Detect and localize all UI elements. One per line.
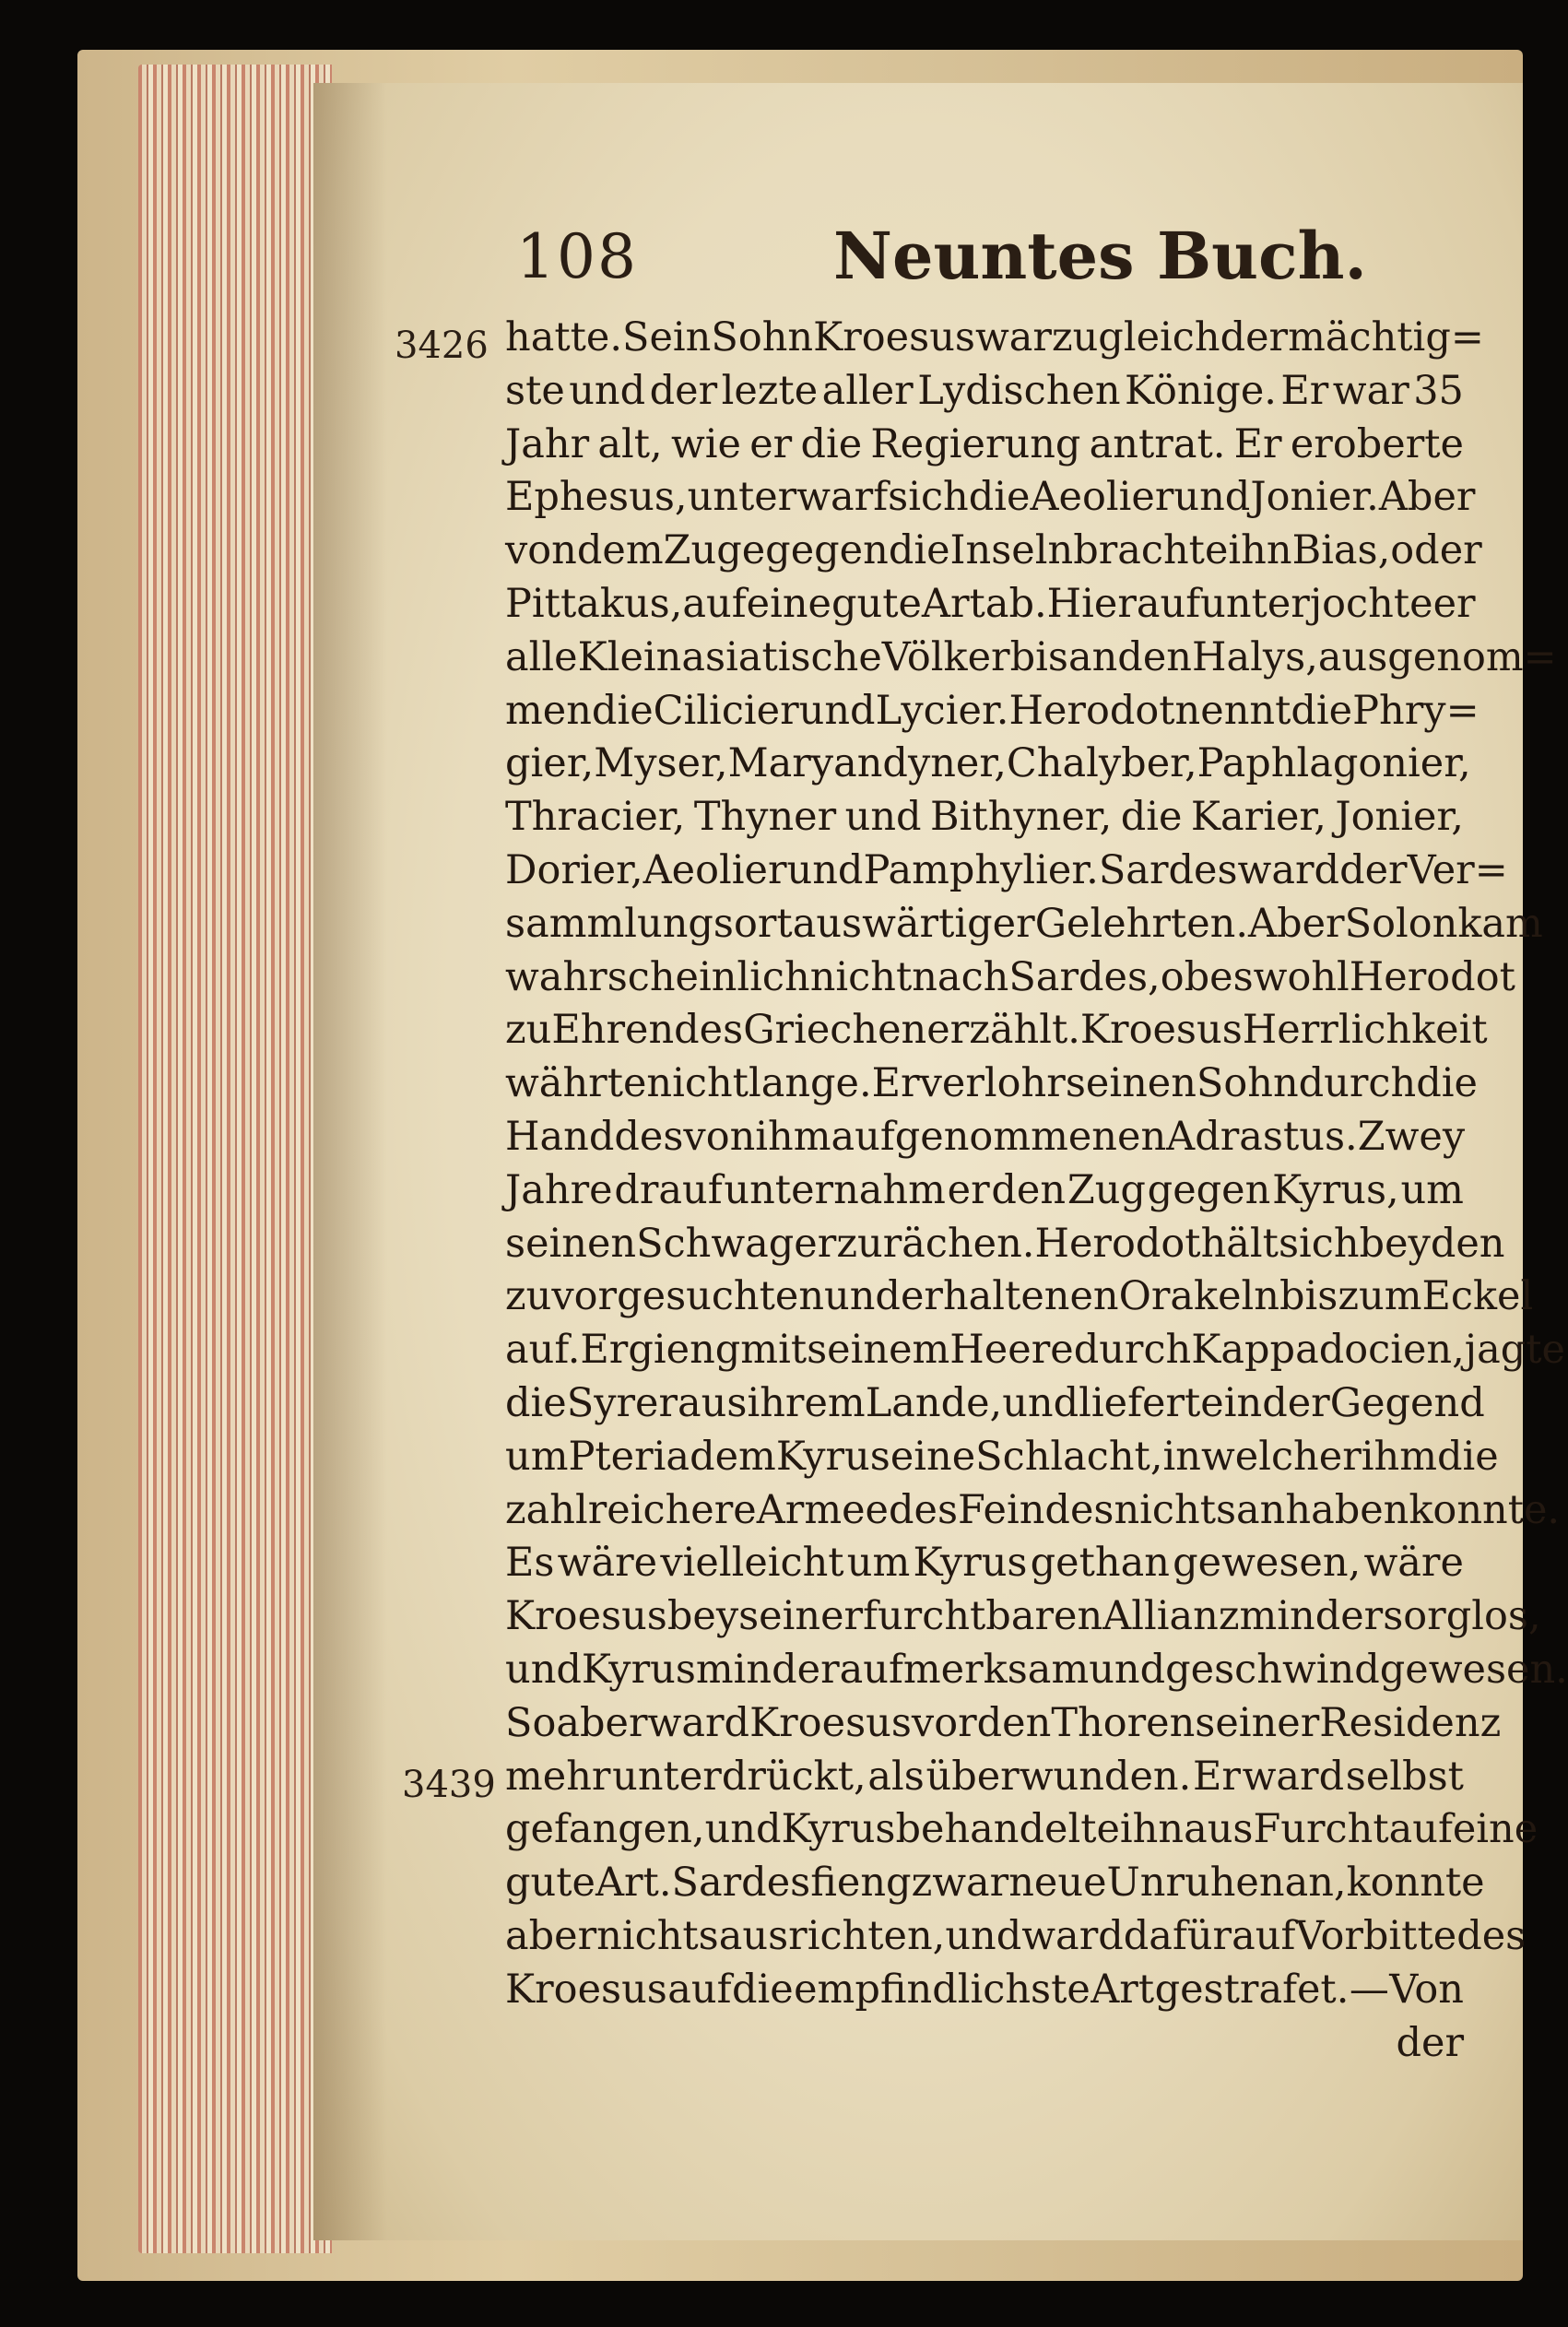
catchword: der: [1396, 2019, 1464, 2066]
text-line: Kroesus auf die empfindlichste Art gestrafet. — Von: [505, 1966, 1464, 2013]
text-line: Thracier, Thyner und Bithyner, die Karier, Jonier,: [505, 794, 1464, 841]
text-line: Ephesus, unterwarf sich die Aeolier und Jonier. Aber: [505, 474, 1476, 521]
text-line: Pittakus, auf eine gute Art ab. Hierauf unterjochte er: [505, 580, 1476, 627]
text-line: auf. Er gieng mit seinem Heere durch Kappadocien, jagte: [505, 1327, 1566, 1374]
text-line: zahlreichere Armee des Feindes nichts anhaben konnte.: [505, 1486, 1561, 1533]
body-text: [505, 312, 1568, 2070]
text-line: Jahre drauf unternahm er den Zug gegen Kyrus, um: [505, 1166, 1464, 1213]
page-number: 108: [516, 221, 638, 292]
text-line: ste und der lezte aller Lydischen Könige. Er war 35: [505, 367, 1464, 414]
text-line: aber nichts ausrichten, und ward dafür auf Vorbitte des: [505, 1912, 1527, 1959]
text-line: währte nicht lange. Er verlohr seinen Sohn durch die: [505, 1060, 1478, 1107]
margin-year-note: 3439: [402, 1764, 496, 1806]
text-line: men die Cilicier und Lycier. Herodot nennt die Phry=: [505, 687, 1480, 734]
margin-year-note: 3426: [395, 325, 489, 367]
gutter-shadow: [313, 83, 387, 2240]
text-line: zu Ehren des Griechen erzählt. Kroesus Herrlichkeit: [505, 1007, 1488, 1054]
text-line: Jahr alt, wie er die Regierung antrat. Er eroberte: [505, 420, 1464, 467]
running-title: Neuntes Buch.: [833, 218, 1367, 294]
text-line: So aber ward Kroesus vor den Thoren seiner Residenz: [505, 1699, 1502, 1746]
page-edges: [138, 65, 332, 2253]
text-line: Hand des von ihm aufgenommenen Adrastus. Zwey: [505, 1113, 1466, 1160]
text-line: mehr unterdrückt, als überwunden. Er ward selbst: [505, 1753, 1464, 1800]
text-line: Dorier, Aeolier und Pamphylier. Sardes ward der Ver=: [505, 846, 1508, 893]
text-line: Kroesus bey seiner furchtbaren Allianz minder sorglos,: [505, 1593, 1541, 1640]
page-header: [498, 212, 1475, 295]
text-line: sammlungsort auswärtiger Gelehrten. Aber Solon kam: [505, 900, 1543, 947]
text-line: Es wäre vielleicht um Kyrus gethan gewesen, wäre: [505, 1540, 1464, 1587]
text-line: um Pteria dem Kyrus eine Schlacht, in welcher ihm die: [505, 1433, 1499, 1480]
text-line: seinen Schwager zu rächen. Herodot hält sich bey den: [505, 1220, 1505, 1267]
text-line: die Syrer aus ihrem Lande, und lieferte in der Gegend: [505, 1379, 1485, 1426]
text-line: hatte. Sein Sohn Kroesus war zugleich der mächtig=: [505, 314, 1484, 360]
text-line: gier, Myser, Maryandyner, Chalyber, Paphlagonier,: [505, 740, 1471, 787]
text-line: und Kyrus minder aufmerksam und geschwind gewesen.: [505, 1646, 1568, 1693]
text-line: von dem Zuge gegen die Inseln brachte ihn Bias, oder: [505, 527, 1482, 574]
text-line: gute Art. Sardes fieng zwar neue Unruhen an, konnte: [505, 1860, 1485, 1907]
text-line: zuvor gesuchten und erhaltenen Orakeln bis zum Eckel: [505, 1273, 1534, 1320]
text-line: gefangen, und Kyrus behandelte ihn aus Furcht auf eine: [505, 1806, 1539, 1853]
text-line: wahrscheinlich nicht nach Sardes, ob es wohl Herodot: [505, 953, 1515, 1000]
text-line: alle Kleinasiatische Völker bis an den Halys, ausgenom=: [505, 633, 1557, 680]
